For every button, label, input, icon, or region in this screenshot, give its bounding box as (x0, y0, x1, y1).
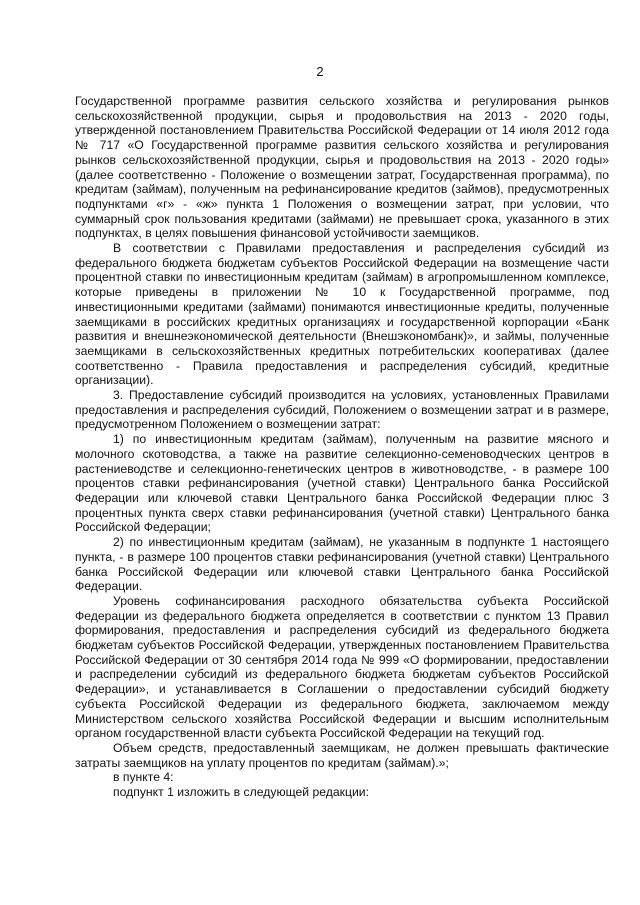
paragraph-5: 2) по инвестиционным кредитам (займам), не указанным в подпункте 1 настоящего пункта, - в размере 100 процентов ставки рефинансирования (учетной ставки) Центрального банка Российской Федерации или ключевой ставки Центрального банка Российской Федерации. (75, 535, 609, 594)
page-number: 2 (316, 64, 324, 79)
paragraph-6: Уровень софинансирования расходного обязательства субъекта Российской Федерации из федерального бюджета определяется в соответствии с пунктом 13 Правил формирования, предоставления и распределения субсидий из федерального бюджета бюджетам субъектов Российской Федерации, утвержденных постановлением Правительства Российской Федерации от 30 сентября 2014 года № 999 «О формировании, предоставлении и распределении субсидий из федерального бюджета бюджетам субъектов Российской Федерации», и устанавливается в Соглашении о предоставлении субсидий бюджету субъекта Российской Федерации из федерального бюджета, заключаемом между Министерством сельского хозяйства Российской Федерации и высшим исполнительным органом государственной власти субъекта Российской Федерации на текущий год. (75, 593, 609, 741)
paragraph-8: в пункте 4: (113, 770, 174, 785)
paragraph-7: Объем средств, предоставленный заемщикам, не должен превышать фактические затраты заемщиков на уплату процентов по кредитам (займам).»; (75, 740, 609, 770)
paragraph-2: В соответствии с Правилами предоставления и распределения субсидий из федерального бюджета бюджетам субъектов Российской Федерации на возмещение части процентной ставки по инвестиционным кредитам (займам) в агропромышленном комплексе, которые приведены в приложении № 10 к Государственной программе, под инвестиционными кредитами (займами) понимаются инвестиционные кредиты, полученные заемщиками в российских кредитных организациях и государственной корпорации «Банк развития и внешнеэкономической деятельности (Внешэкономбанк)», и займы, полученные заемщиками в сельскохозяйственных кредитных потребительских кооперативах (далее соответственно - Правила предоставления и распределения субсидий, кредитные организации). (75, 241, 609, 388)
paragraph-1: Государственной программе развития сельского хозяйства и регулирования рынков сельскохозяйственной продукции, сырья и продовольствия на 2013 - 2020 годы, утвержденной постановлением Правительства Российской Федерации от 14 июля 2012 года № 717 «О Государственной программе развития сельского хозяйства и регулирования рынков сельскохозяйственной продукции, сырья и продовольствия на 2013 - 2020 годы» (далее соответственно - Положение о возмещении затрат, Государственная программа), по кредитам (займам), полученным на рефинансирование кредитов (займов), предусмотренных подпунктами «г» - «ж» пункта 1 Положения о возмещении затрат, при условии, что суммарный срок пользования кредитами (займами) не превышает срока, указанного в этих подпунктах, в целях повышения финансовой устойчивости заемщиков. (75, 94, 609, 241)
paragraph-4: 1) по инвестиционным кредитам (займам), полученным на развитие мясного и молочного скотоводства, а также на развитие селекционно-семеноводческих центров в растениеводстве и селекционно-генетических центров в животноводстве, - в размере 100 процентов ставки рефинансирования (учетной ставки) Центрального банка Российской Федерации или ключевой ставки Центрального банка Российской Федерации плюс 3 процентных пункта сверх ставки рефинансирования (учетной ставки) Центрального банка Российской Федерации; (75, 432, 609, 535)
paragraph-9: подпункт 1 изложить в следующей редакции: (113, 785, 369, 800)
paragraph-3: 3. Предоставление субсидий производится на условиях, установленных Правилами предоставления и распределения субсидий, Положением о возмещении затрат и в размере, предусмотренном Положением о возмещении затрат: (75, 388, 609, 432)
document-body (75, 94, 609, 800)
